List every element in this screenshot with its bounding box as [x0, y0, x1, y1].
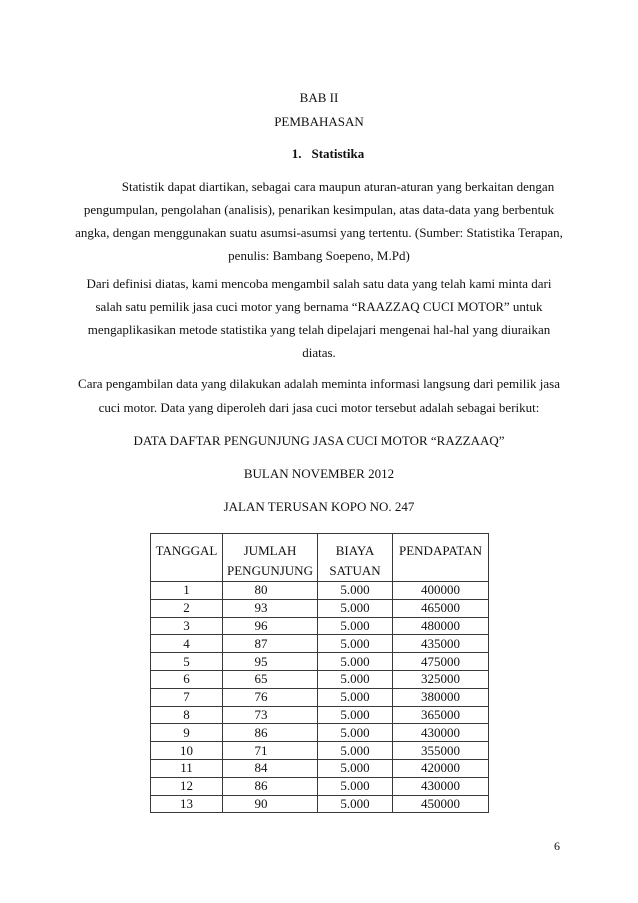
header-label: SATUAN	[329, 563, 381, 578]
cell-jumlah-pengunjung: 87	[223, 635, 318, 653]
table-row	[151, 795, 489, 813]
cell-tanggal: 1	[151, 582, 223, 600]
table-row	[151, 653, 489, 671]
cell-tanggal: 2	[151, 599, 223, 617]
cell-biaya-satuan: 5.000	[318, 759, 393, 777]
cell-jumlah-pengunjung: 73	[223, 706, 318, 724]
cell-tanggal: 8	[151, 706, 223, 724]
data-address-block	[0, 495, 638, 518]
cell-jumlah-pengunjung: 95	[223, 653, 318, 671]
table-header-row	[151, 534, 489, 582]
cell-biaya-satuan: 5.000	[318, 777, 393, 795]
table-row	[151, 670, 489, 688]
cell-biaya-satuan: 5.000	[318, 599, 393, 617]
cell-pendapatan: 450000	[393, 795, 489, 813]
cell-biaya-satuan: 5.000	[318, 688, 393, 706]
cell-jumlah-pengunjung: 96	[223, 617, 318, 635]
cell-tanggal: 5	[151, 653, 223, 671]
cell-biaya-satuan: 5.000	[318, 617, 393, 635]
cell-pendapatan: 325000	[393, 670, 489, 688]
cell-biaya-satuan: 5.000	[318, 795, 393, 813]
header-jumlah-pengunjung	[223, 534, 318, 582]
visitor-table	[150, 533, 489, 813]
table-row	[151, 706, 489, 724]
cell-biaya-satuan: 5.000	[318, 582, 393, 600]
table-row	[151, 599, 489, 617]
section-number: 1.	[291, 146, 302, 161]
cell-biaya-satuan: 5.000	[318, 742, 393, 760]
cell-pendapatan: 430000	[393, 777, 489, 795]
data-address: JALAN TERUSAN KOPO NO. 247	[223, 499, 415, 514]
paragraph-definition	[0, 175, 638, 267]
cell-tanggal: 3	[151, 617, 223, 635]
data-title-block	[0, 429, 638, 452]
table-row	[151, 635, 489, 653]
cell-pendapatan: 475000	[393, 653, 489, 671]
cell-tanggal: 13	[151, 795, 223, 813]
header-label: TANGGAL	[155, 543, 218, 558]
paragraph-line: diatas.	[302, 345, 336, 360]
section-title-line	[0, 142, 638, 165]
cell-tanggal: 7	[151, 688, 223, 706]
table-row	[151, 688, 489, 706]
paragraph-line: Cara pengambilan data yang dilakukan adalah meminta informasi langsung dari pemilik jasa	[78, 376, 560, 391]
data-period-block	[0, 462, 638, 485]
cell-pendapatan: 465000	[393, 599, 489, 617]
table-row	[151, 742, 489, 760]
chapter-title: PEMBAHASAN	[274, 114, 364, 129]
paragraph-purpose	[0, 272, 638, 364]
cell-tanggal: 10	[151, 742, 223, 760]
header-label: JUMLAH	[243, 543, 297, 558]
table-row	[151, 777, 489, 795]
header-tanggal	[151, 534, 223, 582]
paragraph-line: penulis: Bambang Soepeno, M.Pd)	[228, 248, 410, 263]
cell-jumlah-pengunjung: 86	[223, 724, 318, 742]
chapter-title-block	[0, 110, 638, 133]
cell-jumlah-pengunjung: 65	[223, 670, 318, 688]
cell-pendapatan: 355000	[393, 742, 489, 760]
cell-pendapatan: 435000	[393, 635, 489, 653]
cell-biaya-satuan: 5.000	[318, 670, 393, 688]
paragraph-line: mengaplikasikan metode statistika yang telah dipelajari mengenai hal-hal yang diuraikan	[87, 322, 551, 337]
header-label: BIAYA	[335, 543, 375, 558]
table-row	[151, 582, 489, 600]
cell-jumlah-pengunjung: 80	[223, 582, 318, 600]
table-row	[151, 724, 489, 742]
paragraph-line: salah satu pemilik jasa cuci motor yang bernama “RAAZZAQ CUCI MOTOR” untuk	[95, 299, 543, 314]
cell-biaya-satuan: 5.000	[318, 706, 393, 724]
table-body	[151, 582, 489, 813]
cell-jumlah-pengunjung: 86	[223, 777, 318, 795]
cell-jumlah-pengunjung: 90	[223, 795, 318, 813]
cell-tanggal: 9	[151, 724, 223, 742]
cell-jumlah-pengunjung: 93	[223, 599, 318, 617]
table-row	[151, 617, 489, 635]
cell-tanggal: 11	[151, 759, 223, 777]
cell-jumlah-pengunjung: 71	[223, 742, 318, 760]
header-label: PENGUNJUNG	[227, 563, 313, 578]
cell-jumlah-pengunjung: 84	[223, 759, 318, 777]
data-title: DATA DAFTAR PENGUNJUNG JASA CUCI MOTOR “RAZZAAQ”	[133, 433, 505, 448]
cell-pendapatan: 420000	[393, 759, 489, 777]
header-biaya-satuan	[318, 534, 393, 582]
chapter-heading	[0, 86, 638, 109]
chapter-label: BAB II	[299, 90, 339, 105]
cell-pendapatan: 430000	[393, 724, 489, 742]
cell-biaya-satuan: 5.000	[318, 635, 393, 653]
cell-pendapatan: 365000	[393, 706, 489, 724]
cell-jumlah-pengunjung: 76	[223, 688, 318, 706]
paragraph-line: cuci motor. Data yang diperoleh dari jasa cuci motor tersebut adalah sebagai berikut:	[98, 400, 540, 415]
cell-biaya-satuan: 5.000	[318, 653, 393, 671]
paragraph-line: Dari definisi diatas, kami mencoba mengambil salah satu data yang telah kami minta dari	[86, 276, 552, 291]
paragraph-method	[0, 372, 638, 420]
page-number: 6	[554, 839, 560, 853]
cell-tanggal: 4	[151, 635, 223, 653]
data-period: BULAN NOVEMBER 2012	[243, 466, 395, 481]
cell-tanggal: 12	[151, 777, 223, 795]
cell-pendapatan: 480000	[393, 617, 489, 635]
cell-biaya-satuan: 5.000	[318, 724, 393, 742]
table-row	[151, 759, 489, 777]
paragraph-line: Statistik dapat diartikan, sebagai cara maupun aturan-aturan yang berkaitan dengan	[121, 179, 555, 194]
header-label: PENDAPATAN	[399, 543, 482, 558]
paragraph-line: pengumpulan, pengolahan (analisis), penarikan kesimpulan, atas data-data yang berbentuk	[83, 202, 555, 217]
section-title: Statistika	[311, 146, 365, 161]
cell-pendapatan: 400000	[393, 582, 489, 600]
table-header	[151, 534, 489, 582]
cell-tanggal: 6	[151, 670, 223, 688]
cell-pendapatan: 380000	[393, 688, 489, 706]
header-pendapatan	[393, 534, 489, 582]
paragraph-line: angka, dengan menggunakan suatu asumsi-asumsi yang tertentu. (Sumber: Statistika Terapan,	[75, 225, 563, 240]
section-heading	[0, 142, 638, 165]
